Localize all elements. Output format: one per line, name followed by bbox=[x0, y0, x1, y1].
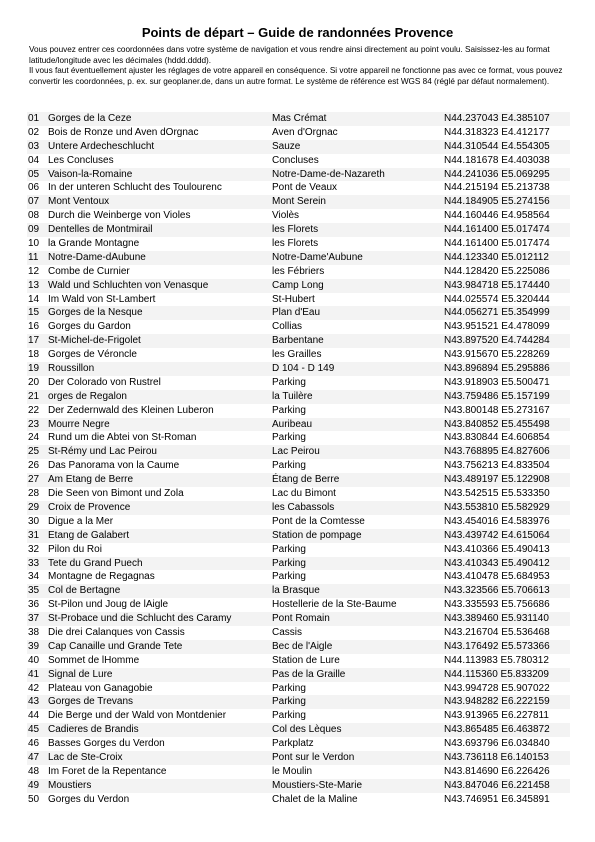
point-number: 04 bbox=[28, 154, 40, 166]
point-name: Signal de Lure bbox=[48, 668, 113, 680]
point-coordinates: N43.768895 E4.827606 bbox=[444, 446, 550, 458]
point-location: Pont Romain bbox=[272, 613, 330, 625]
point-location: Camp Long bbox=[272, 279, 324, 291]
point-number: 27 bbox=[28, 474, 40, 486]
point-location: Pont sur le Verdon bbox=[272, 751, 355, 763]
list-item bbox=[27, 126, 570, 140]
point-number: 10 bbox=[28, 238, 40, 250]
point-location: Parking bbox=[272, 376, 306, 388]
point-coordinates: N43.216704 E5.536468 bbox=[444, 626, 550, 638]
point-location: Bec de l'Aigle bbox=[272, 640, 333, 652]
point-coordinates: N44.241036 E5.069295 bbox=[444, 168, 550, 180]
list-item bbox=[27, 487, 570, 501]
point-name: Der Zedernwald des Kleinen Luberon bbox=[48, 404, 214, 416]
list-item bbox=[27, 501, 570, 515]
point-name: St-Probace und die Schlucht des Caramy bbox=[48, 613, 232, 625]
point-location: Auribeau bbox=[272, 418, 313, 430]
point-coordinates: N44.123340 E5.012112 bbox=[444, 251, 549, 263]
point-name: Dentelles de Montmirail bbox=[48, 224, 153, 236]
point-location: Aven d'Orgnac bbox=[272, 126, 338, 138]
point-name: Mourre Negre bbox=[48, 418, 110, 430]
point-location: Pont de la Comtesse bbox=[272, 515, 365, 527]
point-number: 42 bbox=[28, 682, 40, 694]
point-number: 31 bbox=[28, 529, 40, 541]
point-coordinates: N43.489197 E5.122908 bbox=[444, 474, 550, 486]
point-name: Der Colorado von Rustrel bbox=[48, 376, 161, 388]
point-number: 49 bbox=[28, 779, 40, 791]
point-location: la Tuilère bbox=[272, 390, 313, 402]
point-location: Hostellerie de la Ste-Baume bbox=[272, 599, 397, 611]
point-number: 06 bbox=[28, 182, 40, 194]
point-name: Gorges de Véroncle bbox=[48, 349, 137, 361]
list-item bbox=[27, 793, 570, 807]
point-name: la Grande Montagne bbox=[48, 238, 140, 250]
list-item bbox=[27, 779, 570, 793]
point-coordinates: N43.746951 E6.345891 bbox=[444, 793, 550, 805]
point-coordinates: N43.951521 E4.478099 bbox=[444, 321, 550, 333]
point-name: Im Foret de la Repentance bbox=[48, 765, 167, 777]
point-name: Roussillon bbox=[48, 363, 95, 375]
point-coordinates: N44.160446 E4.958564 bbox=[444, 210, 550, 222]
list-item bbox=[27, 418, 570, 432]
point-location: Parking bbox=[272, 557, 306, 569]
point-number: 02 bbox=[28, 126, 40, 138]
point-name: Combe de Curnier bbox=[48, 265, 130, 277]
point-coordinates: N44.215194 E5.213738 bbox=[444, 182, 550, 194]
point-name: Etang de Galabert bbox=[48, 529, 130, 541]
point-location: Moustiers-Ste-Marie bbox=[272, 779, 363, 791]
point-name: Am Etang de Berre bbox=[48, 474, 134, 486]
point-coordinates: N43.830844 E4.606854 bbox=[444, 432, 550, 444]
point-number: 05 bbox=[28, 168, 40, 180]
point-location: les Florets bbox=[272, 224, 319, 236]
point-coordinates: N43.865485 E6.463872 bbox=[444, 724, 550, 736]
list-item bbox=[27, 279, 570, 293]
point-location: Cassis bbox=[272, 626, 303, 638]
intro-paragraph-2: Il vous faut éventuellement ajuster les réglages de votre appareil en conséquence. Si votre appareil ne fonctionne pas avec ce format, vous pouvez convertir les coordonnées, p. ex. sur geoplaner.de, dans un autre format. Le système de référence est WGS 84 (réglé par défaut normalement). bbox=[29, 66, 563, 86]
point-number: 15 bbox=[28, 307, 40, 319]
point-number: 24 bbox=[28, 432, 40, 444]
list-item bbox=[27, 265, 570, 279]
point-location: Parking bbox=[272, 543, 306, 555]
list-item bbox=[27, 320, 570, 334]
point-coordinates: N43.847046 E6.221458 bbox=[444, 779, 550, 791]
list-item bbox=[27, 223, 570, 237]
list-item bbox=[27, 376, 570, 390]
point-name: Durch die Weinberge von Violes bbox=[48, 210, 191, 222]
point-coordinates: N43.756213 E4.833504 bbox=[444, 460, 550, 472]
list-item bbox=[27, 557, 570, 571]
list-item bbox=[27, 473, 570, 487]
point-number: 26 bbox=[28, 460, 40, 472]
point-coordinates: N44.113983 E5.780312 bbox=[444, 654, 549, 666]
point-number: 21 bbox=[28, 390, 40, 402]
list-item bbox=[27, 654, 570, 668]
point-number: 01 bbox=[28, 113, 40, 124]
point-number: 23 bbox=[28, 418, 40, 430]
point-location: Notre-Dame'Aubune bbox=[272, 251, 363, 263]
point-name: Col de Bertagne bbox=[48, 585, 121, 597]
point-location: Mas Crémat bbox=[272, 113, 327, 124]
list-item bbox=[27, 404, 570, 418]
point-name: orges de Regalon bbox=[48, 390, 127, 402]
point-coordinates: N43.913965 E6.227811 bbox=[444, 710, 549, 722]
point-name: Im Wald von St-Lambert bbox=[48, 293, 156, 305]
point-location: Parking bbox=[272, 460, 306, 472]
point-coordinates: N44.181678 E4.403038 bbox=[444, 154, 550, 166]
point-location: Parking bbox=[272, 696, 306, 708]
point-number: 46 bbox=[28, 738, 40, 750]
point-coordinates: N44.025574 E5.320444 bbox=[444, 293, 550, 305]
point-number: 36 bbox=[28, 599, 40, 611]
point-name: Gorges de la Nesque bbox=[48, 307, 143, 319]
point-coordinates: N43.176492 E5.573366 bbox=[444, 640, 550, 652]
point-location: Violès bbox=[272, 210, 300, 222]
point-name: Cap Canaille und Grande Tete bbox=[48, 640, 183, 652]
point-name: Bois de Ronze und Aven dOrgnac bbox=[48, 126, 199, 138]
point-number: 37 bbox=[28, 613, 40, 625]
point-number: 11 bbox=[28, 251, 39, 263]
point-location: Parking bbox=[272, 682, 306, 694]
point-location: Barbentane bbox=[272, 335, 324, 347]
point-name: St-Pilon und Joug de lAigle bbox=[48, 599, 169, 611]
point-coordinates: N44.161400 E5.017474 bbox=[444, 224, 550, 236]
list-item bbox=[27, 251, 570, 265]
point-location: Pont de Veaux bbox=[272, 182, 338, 194]
point-name: Gorges du Gardon bbox=[48, 321, 131, 333]
point-location: Concluses bbox=[272, 154, 319, 166]
point-number: 20 bbox=[28, 376, 40, 388]
list-item bbox=[27, 737, 570, 751]
point-number: 30 bbox=[28, 515, 40, 527]
intro-text bbox=[29, 45, 569, 87]
point-location: St-Hubert bbox=[272, 293, 315, 305]
list-item bbox=[27, 431, 570, 445]
point-number: 44 bbox=[28, 710, 40, 722]
starting-points-list bbox=[27, 112, 570, 807]
point-location: Pas de la Graille bbox=[272, 668, 346, 680]
list-item bbox=[27, 237, 570, 251]
point-name: Das Panorama von la Caume bbox=[48, 460, 180, 472]
point-number: 39 bbox=[28, 640, 40, 652]
list-item bbox=[27, 709, 570, 723]
point-number: 33 bbox=[28, 557, 40, 569]
point-location: les Fébriers bbox=[272, 265, 325, 277]
point-coordinates: N43.410366 E5.490413 bbox=[444, 543, 550, 555]
point-location: Parking bbox=[272, 404, 306, 416]
page-title: Points de départ – Guide de randonnées Provence bbox=[141, 25, 454, 40]
point-name: Gorges de la Ceze bbox=[48, 113, 132, 124]
point-number: 48 bbox=[28, 765, 40, 777]
point-coordinates: N44.184905 E5.274156 bbox=[444, 196, 550, 208]
point-location: Parking bbox=[272, 710, 306, 722]
point-number: 16 bbox=[28, 321, 40, 333]
list-item bbox=[27, 168, 570, 182]
list-item bbox=[27, 515, 570, 529]
point-coordinates: N43.439742 E4.615064 bbox=[444, 529, 550, 541]
point-name: Rund um die Abtei von St-Roman bbox=[48, 432, 197, 444]
point-number: 25 bbox=[28, 446, 40, 458]
point-number: 50 bbox=[28, 793, 40, 805]
list-item bbox=[27, 695, 570, 709]
point-coordinates: N43.840852 E5.455498 bbox=[444, 418, 550, 430]
list-item bbox=[27, 195, 570, 209]
point-name: Wald und Schluchten von Venasque bbox=[48, 279, 209, 291]
point-name: Les Concluses bbox=[48, 154, 114, 166]
point-coordinates: N44.161400 E5.017474 bbox=[444, 238, 550, 250]
list-item bbox=[27, 668, 570, 682]
point-number: 45 bbox=[28, 724, 40, 736]
point-name: Tete du Grand Puech bbox=[48, 557, 143, 569]
point-number: 38 bbox=[28, 626, 40, 638]
point-number: 35 bbox=[28, 585, 40, 597]
point-number: 34 bbox=[28, 571, 40, 583]
point-number: 12 bbox=[28, 265, 40, 277]
point-name: Die drei Calanques von Cassis bbox=[48, 626, 185, 638]
point-location: les Cabassols bbox=[272, 501, 335, 513]
point-number: 08 bbox=[28, 210, 40, 222]
list-item bbox=[27, 751, 570, 765]
point-coordinates: N44.056271 E5.354999 bbox=[444, 307, 550, 319]
point-coordinates: N43.454016 E4.583976 bbox=[444, 515, 550, 527]
point-number: 29 bbox=[28, 501, 40, 513]
point-name: In der unteren Schlucht des Toulourenc bbox=[48, 182, 222, 194]
point-location: Chalet de la Maline bbox=[272, 793, 358, 805]
point-location: Sauze bbox=[272, 140, 301, 152]
list-item bbox=[27, 445, 570, 459]
point-coordinates: N43.542515 E5.533350 bbox=[444, 488, 550, 500]
list-item bbox=[27, 612, 570, 626]
point-location: Parking bbox=[272, 571, 306, 583]
list-item bbox=[27, 640, 570, 654]
point-location: Notre-Dame-de-Nazareth bbox=[272, 168, 385, 180]
point-location: Station de pompage bbox=[272, 529, 362, 541]
list-item bbox=[27, 626, 570, 640]
point-location: Collias bbox=[272, 321, 303, 333]
point-coordinates: N43.984718 E5.174440 bbox=[444, 279, 550, 291]
point-location: Parking bbox=[272, 432, 306, 444]
list-item bbox=[27, 570, 570, 584]
point-name: Montagne de Regagnas bbox=[48, 571, 155, 583]
point-location: Étang de Berre bbox=[272, 474, 340, 486]
list-item bbox=[27, 209, 570, 223]
list-item bbox=[27, 140, 570, 154]
point-name: Sommet de lHomme bbox=[48, 654, 140, 666]
list-item bbox=[27, 529, 570, 543]
point-number: 14 bbox=[28, 293, 40, 305]
point-name: St-Michel-de-Frigolet bbox=[48, 335, 141, 347]
point-coordinates: N43.814690 E6.226426 bbox=[444, 765, 550, 777]
list-item bbox=[27, 598, 570, 612]
point-number: 22 bbox=[28, 404, 40, 416]
point-number: 19 bbox=[28, 363, 40, 375]
point-coordinates: N43.994728 E5.907022 bbox=[444, 682, 550, 694]
point-name: Digue a la Mer bbox=[48, 515, 114, 527]
point-location: les Grailles bbox=[272, 349, 322, 361]
list-item bbox=[27, 293, 570, 307]
list-item bbox=[27, 112, 570, 126]
point-location: les Florets bbox=[272, 238, 319, 250]
point-name: St-Rémy und Lac Peirou bbox=[48, 446, 157, 458]
point-number: 43 bbox=[28, 696, 40, 708]
point-location: Plan d'Eau bbox=[272, 307, 321, 319]
list-item bbox=[27, 584, 570, 598]
point-name: Basses Gorges du Verdon bbox=[48, 738, 165, 750]
list-item bbox=[27, 362, 570, 376]
list-item bbox=[27, 723, 570, 737]
point-coordinates: N43.410343 E5.490412 bbox=[444, 557, 550, 569]
point-location: Parkplatz bbox=[272, 738, 314, 750]
point-coordinates: N43.759486 E5.157199 bbox=[444, 390, 550, 402]
point-name: Die Berge und der Wald von Montdenier bbox=[48, 710, 227, 722]
point-coordinates: N44.310544 E4.554305 bbox=[444, 140, 550, 152]
point-location: Lac du Bimont bbox=[272, 488, 336, 500]
point-number: 28 bbox=[28, 488, 40, 500]
point-number: 32 bbox=[28, 543, 40, 555]
point-number: 07 bbox=[28, 196, 40, 208]
point-name: Die Seen von Bimont und Zola bbox=[48, 488, 184, 500]
point-number: 13 bbox=[28, 279, 40, 291]
point-name: Croix de Provence bbox=[48, 501, 131, 513]
point-name: Gorges de Trevans bbox=[48, 696, 134, 708]
point-coordinates: N43.553810 E5.582929 bbox=[444, 501, 550, 513]
point-coordinates: N44.237043 E4.385107 bbox=[444, 113, 550, 124]
list-item bbox=[27, 390, 570, 404]
point-coordinates: N43.896894 E5.295886 bbox=[444, 363, 550, 375]
list-item bbox=[27, 543, 570, 557]
point-coordinates: N43.693796 E6.034840 bbox=[444, 738, 550, 750]
list-item bbox=[27, 154, 570, 168]
point-coordinates: N43.410478 E5.684953 bbox=[444, 571, 550, 583]
point-coordinates: N44.318323 E4.412177 bbox=[444, 126, 550, 138]
list-item bbox=[27, 765, 570, 779]
point-coordinates: N43.897520 E4.744284 bbox=[444, 335, 550, 347]
point-coordinates: N43.800148 E5.273167 bbox=[444, 404, 550, 416]
point-name: Pilon du Roi bbox=[48, 543, 102, 555]
point-coordinates: N43.736118 E6.140153 bbox=[444, 751, 549, 763]
point-number: 18 bbox=[28, 349, 40, 361]
point-location: la Brasque bbox=[272, 585, 320, 597]
point-coordinates: N43.918903 E5.500471 bbox=[444, 376, 550, 388]
point-name: Notre-Dame-dAubune bbox=[48, 251, 146, 263]
point-location: Col des Lèques bbox=[272, 724, 342, 736]
point-coordinates: N43.948282 E6.222159 bbox=[444, 696, 550, 708]
point-coordinates: N44.128420 E5.225086 bbox=[444, 265, 550, 277]
point-name: Plateau von Ganagobie bbox=[48, 682, 153, 694]
point-number: 03 bbox=[28, 140, 40, 152]
point-location: Station de Lure bbox=[272, 654, 340, 666]
point-name: Lac de Ste-Croix bbox=[48, 751, 123, 763]
list-item bbox=[27, 459, 570, 473]
point-name: Moustiers bbox=[48, 779, 92, 791]
point-number: 40 bbox=[28, 654, 40, 666]
point-coordinates: N43.915670 E5.228269 bbox=[444, 349, 550, 361]
point-number: 41 bbox=[28, 668, 40, 680]
point-number: 47 bbox=[28, 751, 40, 763]
list-item bbox=[27, 306, 570, 320]
point-name: Vaison-la-Romaine bbox=[48, 168, 133, 180]
point-coordinates: N43.323566 E5.706613 bbox=[444, 585, 550, 597]
point-coordinates: N43.335593 E5.756686 bbox=[444, 599, 550, 611]
list-item bbox=[27, 348, 570, 362]
point-location: Lac Peirou bbox=[272, 446, 320, 458]
point-number: 09 bbox=[28, 224, 40, 236]
point-name: Gorges du Verdon bbox=[48, 793, 130, 805]
point-location: Mont Serein bbox=[272, 196, 326, 208]
point-coordinates: N44.115360 E5.833209 bbox=[444, 668, 549, 680]
point-name: Untere Ardecheschlucht bbox=[48, 140, 155, 152]
intro-paragraph-1: Vous pouvez entrer ces coordonnées dans votre système de navigation et vous rendre ainsi directement au point voulu. Saisissez-les au format latitude/longitude avec les décimales (hddd.dddd). bbox=[29, 45, 550, 65]
list-item bbox=[27, 181, 570, 195]
point-number: 17 bbox=[28, 335, 40, 347]
point-location: le Moulin bbox=[272, 765, 313, 777]
point-name: Cadieres de Brandis bbox=[48, 724, 139, 736]
point-name: Mont Ventoux bbox=[48, 196, 110, 208]
point-coordinates: N43.389460 E5.931140 bbox=[444, 613, 549, 625]
list-item bbox=[27, 682, 570, 696]
list-item bbox=[27, 334, 570, 348]
point-location: D 104 - D 149 bbox=[272, 363, 335, 375]
